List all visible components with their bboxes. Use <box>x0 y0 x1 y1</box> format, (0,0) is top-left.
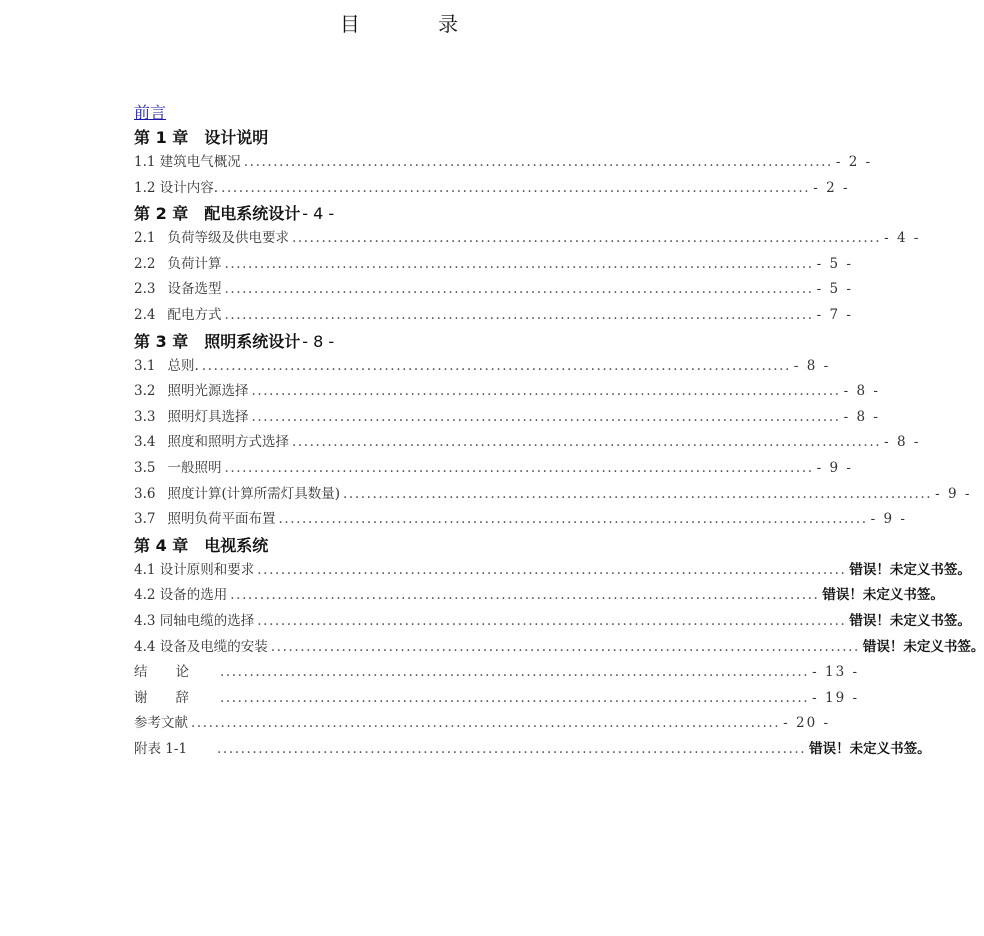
entry-label <box>134 303 221 329</box>
dot-leader: .................................................................................................... <box>224 306 814 323</box>
entry-page: - 9 - <box>935 485 972 502</box>
entry-number: 4.3 <box>134 612 156 629</box>
dot-leader: .................................................................................................... <box>224 255 814 272</box>
entry-title: 照明光源选择 <box>167 383 249 400</box>
chapter-number: 第 4 章 <box>134 535 189 555</box>
dot-leader: .................................................................................................... <box>220 689 810 706</box>
entry-page: - 5 - <box>816 255 853 272</box>
entry-page-error: 错误！未定义书签。 <box>849 612 971 629</box>
entry-title: 建筑电气概况 <box>159 154 241 170</box>
toc-entry-3-1[interactable] <box>134 354 831 380</box>
chapter-title: 设计说明 <box>204 128 269 147</box>
chapter-number: 第 3 章 <box>134 331 189 351</box>
entry-number: 3.4 <box>134 434 156 451</box>
entry-label <box>134 609 254 635</box>
entry-title: 一般照明 <box>167 459 222 476</box>
entry-label <box>134 456 221 482</box>
entry-title: 照明灯具选择 <box>167 408 249 425</box>
entry-page: - 8 - <box>843 383 880 400</box>
entry-number: 2.1 <box>134 230 156 247</box>
dot-leader: .................................................................................................... <box>251 383 841 400</box>
toc-entry-conclusion[interactable] <box>134 660 860 686</box>
entry-title: 谢辞 <box>134 689 217 706</box>
toc-entry-4-4[interactable] <box>134 635 984 661</box>
dot-leader: .................................................................................................... <box>224 459 814 476</box>
toc-entry-references[interactable] <box>134 711 831 737</box>
toc-entry-3-4[interactable] <box>134 430 921 456</box>
chapter-page: - 8 - <box>302 331 335 351</box>
entry-title: 照明负荷平面布置 <box>167 511 276 528</box>
entry-title: 照度计算(计算所需灯具数量) <box>167 485 341 502</box>
entry-title: 设计内容. <box>159 179 219 196</box>
entry-title: 同轴电缆的选择 <box>159 612 255 629</box>
entry-page: - 8 - <box>793 357 831 374</box>
toc-entry-appendix-table[interactable] <box>134 737 931 763</box>
chapter-title: 电视系统 <box>204 535 269 555</box>
dot-leader: .................................................................................................... <box>291 434 882 451</box>
entry-number: 1.1 <box>134 154 156 170</box>
entry-title: 结论 <box>134 664 217 681</box>
toc-entry-4-1[interactable] <box>134 558 971 584</box>
dot-leader: .................................................................................................... <box>201 357 791 374</box>
entry-page-error: 错误！未定义书签。 <box>809 740 931 757</box>
entry-label <box>134 176 218 202</box>
entry-label <box>134 277 221 303</box>
chapter-number: 第 1 章 <box>134 128 189 147</box>
entry-number: 4.1 <box>134 561 156 578</box>
toc-chapter-3[interactable] <box>134 329 701 354</box>
entry-number: 3.5 <box>134 459 156 476</box>
entry-page: - 2 - <box>813 179 850 196</box>
toc-chapter-4[interactable] <box>134 533 701 558</box>
table-of-contents <box>134 101 984 762</box>
entry-label <box>134 583 227 609</box>
entry-title: 负荷等级及供电要求 <box>167 230 289 247</box>
entry-page: - 9 - <box>870 511 907 528</box>
dot-leader: .................................................................................................... <box>221 179 811 196</box>
dot-leader: .................................................................................................... <box>291 230 882 247</box>
toc-entry-acknowledgements[interactable] <box>134 686 860 712</box>
dot-leader: .................................................................................................... <box>257 561 847 578</box>
toc-entry-3-2[interactable] <box>134 379 880 405</box>
entry-number: 3.7 <box>134 511 156 528</box>
toc-chapter-1[interactable] <box>134 125 701 150</box>
entry-number: 3.1 <box>134 357 156 374</box>
entry-label <box>134 507 275 533</box>
entry-page: - 13 - <box>812 664 860 681</box>
toc-entry-2-4[interactable] <box>134 303 853 329</box>
entry-page: - 2 - <box>835 154 873 170</box>
chapter-number: 第 2 章 <box>134 204 189 224</box>
dot-leader: .................................................................................................... <box>243 154 833 170</box>
entry-title: 负荷计算 <box>167 255 222 272</box>
toc-link-preface[interactable]: 前言 <box>134 103 167 122</box>
toc-chapter-2[interactable] <box>134 201 701 226</box>
dot-leader: .................................................................................................... <box>251 408 841 425</box>
entry-label <box>134 558 254 584</box>
entry-label <box>134 430 289 456</box>
entry-number: 2.2 <box>134 255 156 272</box>
entry-label <box>134 226 289 252</box>
entry-title: 总则. <box>167 357 199 374</box>
entry-label <box>134 482 340 508</box>
entry-title: 参考文献 <box>134 715 188 732</box>
page-title: 目 录 <box>339 12 495 36</box>
entry-page: - 20 - <box>783 715 831 732</box>
entry-number: 2.4 <box>134 306 156 323</box>
dot-leader: .................................................................................................... <box>257 612 847 629</box>
entry-label <box>134 150 241 176</box>
dot-leader: .................................................................................................... <box>220 664 810 681</box>
entry-title: 设备及电缆的安装 <box>159 638 268 655</box>
entry-label <box>134 635 268 661</box>
chapter-page: - 4 - <box>302 204 335 224</box>
entry-page: - 4 - <box>884 230 921 247</box>
dot-leader: .................................................................................................... <box>224 281 814 298</box>
entry-number: 1.2 <box>134 179 156 196</box>
entry-label <box>134 379 248 405</box>
dot-leader: .................................................................................................... <box>270 638 860 655</box>
entry-page: - 9 - <box>816 459 853 476</box>
dot-leader: .................................................................................................... <box>217 740 807 757</box>
entry-number: 3.3 <box>134 408 156 425</box>
entry-title: 照度和照明方式选择 <box>167 434 289 451</box>
entry-number: 4.2 <box>134 587 156 604</box>
entry-number: 3.6 <box>134 485 156 502</box>
entry-page: - 19 - <box>812 689 860 706</box>
entry-title: 设计原则和要求 <box>159 561 255 578</box>
dot-leader: .................................................................................................... <box>230 587 820 604</box>
entry-page: - 5 - <box>816 281 853 298</box>
toc-entry-3-3[interactable] <box>134 405 880 431</box>
toc-entry-4-3[interactable] <box>134 609 971 635</box>
entry-title: 设备的选用 <box>159 587 228 604</box>
entry-page: - 7 - <box>816 306 853 323</box>
chapter-title: 照明系统设计 <box>204 331 301 351</box>
entry-title: 配电方式 <box>167 306 222 323</box>
entry-label <box>134 405 248 431</box>
entry-label <box>134 252 221 278</box>
entry-title: 附表 1-1 <box>134 740 188 757</box>
toc-entry-2-2[interactable] <box>134 252 853 278</box>
entry-number: 2.3 <box>134 281 156 298</box>
dot-leader: .................................................................................................... <box>191 715 781 732</box>
toc-entry-1-2[interactable] <box>134 176 850 202</box>
dot-leader: .................................................................................................... <box>278 511 868 528</box>
toc-entry-3-6[interactable] <box>134 482 972 508</box>
toc-entry-1-1[interactable] <box>134 150 873 176</box>
entry-page-error: 错误！未定义书签。 <box>862 638 984 655</box>
entry-label <box>134 354 199 380</box>
entry-page-error: 错误！未定义书签。 <box>849 561 971 578</box>
entry-page-error: 错误！未定义书签。 <box>822 587 944 604</box>
toc-entry-4-2[interactable] <box>134 583 944 609</box>
toc-entry-3-5[interactable] <box>134 456 853 482</box>
entry-title: 设备选型 <box>167 281 222 298</box>
entry-page: - 8 - <box>843 408 880 425</box>
toc-entry-3-7[interactable] <box>134 507 907 533</box>
entry-number: 3.2 <box>134 383 156 400</box>
chapter-title: 配电系统设计 <box>204 204 301 224</box>
entry-number: 4.4 <box>134 638 156 655</box>
dot-leader: .................................................................................................... <box>343 485 933 502</box>
toc-entry-2-1[interactable] <box>134 226 921 252</box>
toc-entry-2-3[interactable] <box>134 277 853 303</box>
entry-page: - 8 - <box>884 434 921 451</box>
